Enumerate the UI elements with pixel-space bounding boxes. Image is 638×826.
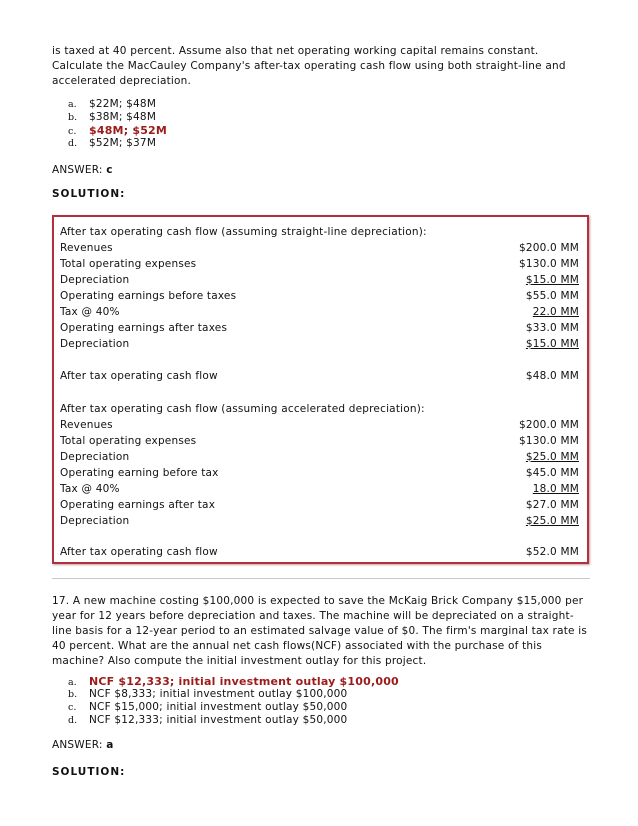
answer-value: c	[106, 164, 113, 176]
table-row: After tax operating cash flow $52.0 MM	[60, 546, 579, 558]
option-d: d. NCF $12,333; initial investment outlay $50,000	[68, 714, 348, 726]
answer-value: a	[106, 739, 114, 751]
answer-line	[52, 163, 113, 177]
solution-heading: SOLUTION:	[52, 188, 126, 200]
question-17-options	[68, 675, 399, 727]
option-b: b. NCF $8,333; initial investment outlay $100,000	[68, 688, 348, 700]
table-row: Total operating expenses $130.0 MM	[60, 435, 579, 447]
solution-heading: SOLUTION:	[52, 766, 126, 778]
section-divider	[52, 578, 590, 579]
table-row: Revenues $200.0 MM	[60, 242, 579, 254]
table-row: Depreciation $25.0 MM	[60, 515, 579, 527]
table-row: Operating earnings before taxes $55.0 MM	[60, 290, 579, 302]
option-d: d. $52M; $37M	[68, 137, 157, 149]
table-row: After tax operating cash flow (assuming straight-line depreciation):	[60, 226, 427, 238]
table-row: After tax operating cash flow $48.0 MM	[60, 370, 579, 382]
option-c-correct: c. $48M; $52M	[68, 124, 168, 137]
table-row: Tax @ 40% 22.0 MM	[60, 306, 579, 318]
answer-label: ANSWER:	[52, 164, 103, 176]
table-row: Depreciation $15.0 MM	[60, 338, 579, 350]
option-b: b. $38M; $48M	[68, 111, 157, 123]
option-c: c. NCF $15,000; initial investment outlay $50,000	[68, 701, 348, 713]
answer-label: ANSWER:	[52, 739, 103, 751]
table-row: Operating earnings after taxes $33.0 MM	[60, 322, 579, 334]
question-16-options	[68, 98, 167, 150]
table-row: Tax @ 40% 18.0 MM	[60, 483, 579, 495]
table-row: Depreciation $25.0 MM	[60, 451, 579, 463]
option-a: a. $22M; $48M	[68, 98, 157, 110]
option-a-correct: a. NCF $12,333; initial investment outlay $100,000	[68, 675, 399, 688]
solution-table	[52, 215, 589, 564]
table-row: Operating earnings after tax $27.0 MM	[60, 499, 579, 511]
table-row: Operating earning before tax $45.0 MM	[60, 467, 579, 479]
table-row: Depreciation $15.0 MM	[60, 274, 579, 286]
question-17-text: 17. A new machine costing $100,000 is expected to save the McKaig Brick Company $15,000 per year for 12 years before depreciation and taxes. The machine will be depreciated on a straight-line basis for a 12-year period to an estimated salvage value of $0. The firm's marginal tax rate is 40 percent. What are the annual net cash flows(NCF) associated with the purchase of this machine? Also compute the initial investment outlay for this project.	[52, 595, 588, 667]
table-row: Total operating expenses $130.0 MM	[60, 258, 579, 270]
question-16-continuation: is taxed at 40 percent. Assume also that net operating working capital remains constant. Calculate the MacCauley Company's after-tax operating cash flow using both straight-line and accelerated depreciation.	[52, 45, 566, 87]
table-row: After tax operating cash flow (assuming accelerated depreciation):	[60, 403, 425, 415]
answer-line	[52, 738, 113, 752]
table-row: Revenues $200.0 MM	[60, 419, 579, 431]
